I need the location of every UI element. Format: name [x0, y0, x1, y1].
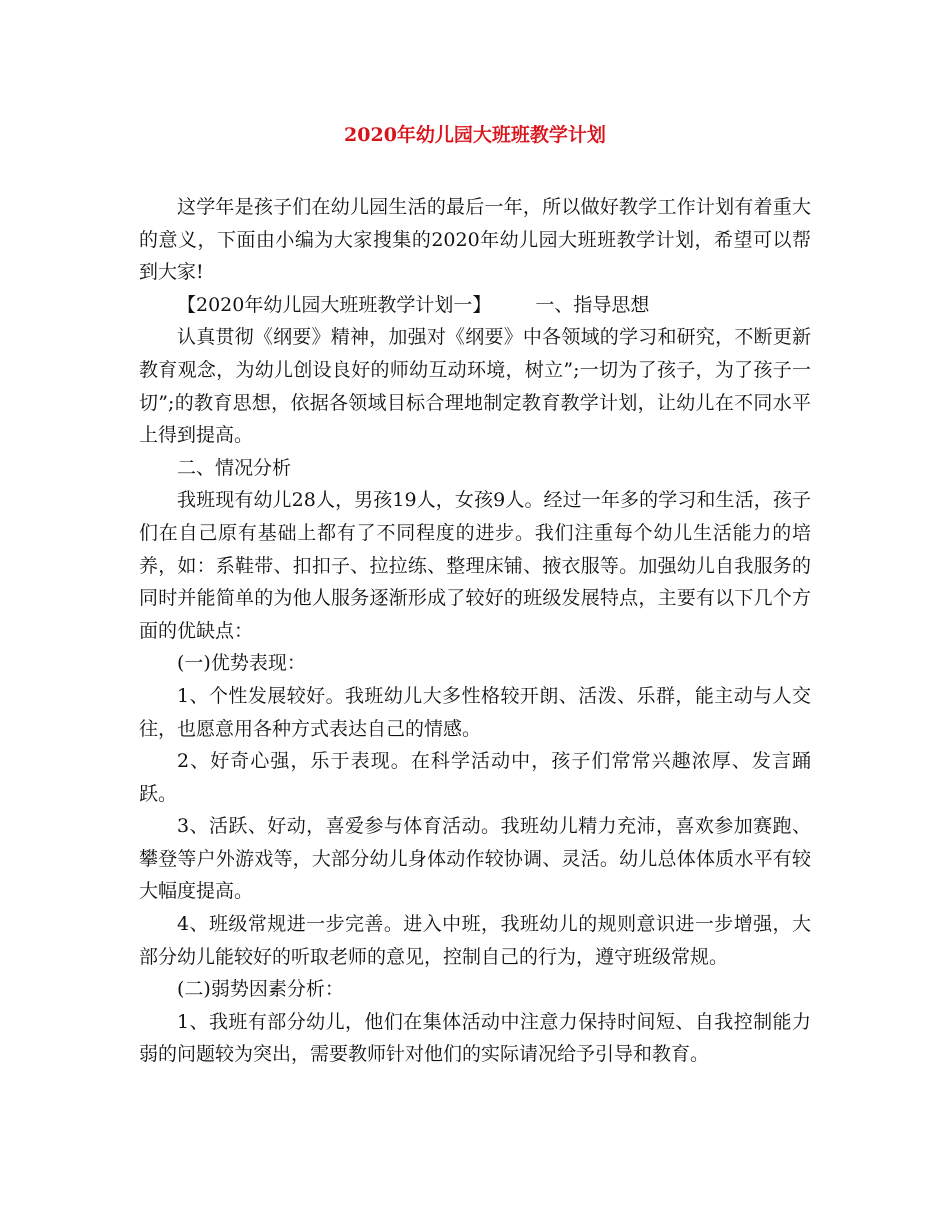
- analysis-paragraph: 我班现有幼儿28人，男孩19人，女孩9人。经过一年多的学习和生活，孩子们在自己原有基础上都有了不同程度的进步。我们注重每个幼儿生活能力的培养，如：系鞋带、扣扣子、拉拉练、整理床铺、掖衣服等。加强幼儿自我服务的同时并能简单的为他人服务逐渐形成了较好的班级发展特点，主要有以下几个方面的优缺点：: [139, 489, 811, 642]
- strength-item-2: 2、好奇心强，乐于表现。在科学活动中，孩子们常常兴趣浓厚、发言踊跃。: [139, 750, 811, 805]
- section-one-heading: 一、指导思想: [535, 293, 650, 316]
- strength-item-1: 1、个性发展较好。我班幼儿大多性格较开朗、活泼、乐群，能主动与人交往，也愿意用各种方式表达自己的情感。: [139, 684, 811, 740]
- weakness-item-1: 1、我班有部分幼儿，他们在集体活动中注意力保持时间短、自我控制能力弱的问题较为突出，需要教师针对他们的实际请况给予引导和教育。: [139, 1010, 811, 1066]
- strength-item-4: 4、班级常规进一步完善。进入中班，我班幼儿的规则意识进一步增强，大部分幼儿能较好的听取老师的意见，控制自己的行为，遵守班级常规。: [139, 913, 811, 968]
- section-header-line: [139, 289, 811, 322]
- strengths-heading: (一)优势表现：: [177, 652, 306, 675]
- section-header: 【2020年幼儿园大班班教学计划一】: [177, 293, 492, 316]
- document-body: [139, 191, 811, 1071]
- guiding-paragraph: 认真贯彻《纲要》精神，加强对《纲要》中各领域的学习和研究，不断更新教育观念，为幼儿创设良好的师幼互动环境，树立”;一切为了孩子，为了孩子一切”;的教育思想，依据各领域目标合理地制定教育教学计划，让幼儿在不同水平上得到提高。: [139, 326, 811, 447]
- weaknesses-heading: (二)弱势因素分析：: [177, 978, 344, 1001]
- intro-paragraph: 这学年是孩子们在幼儿园生活的最后一年，所以做好教学工作计划有着重大的意义，下面由小编为大家搜集的2020年幼儿园大班班教学计划，希望可以帮到大家!: [139, 196, 811, 284]
- strength-item-3: 3、活跃、好动，喜爱参与体育活动。我班幼儿精力充沛，喜欢参加赛跑、攀登等户外游戏等，大部分幼儿身体动作较协调、灵活。幼儿总体体质水平有较大幅度提高。: [139, 815, 811, 903]
- section-two-heading: 二、情况分析: [177, 456, 292, 479]
- document-title: 2020年幼儿园大班班教学计划: [344, 124, 606, 146]
